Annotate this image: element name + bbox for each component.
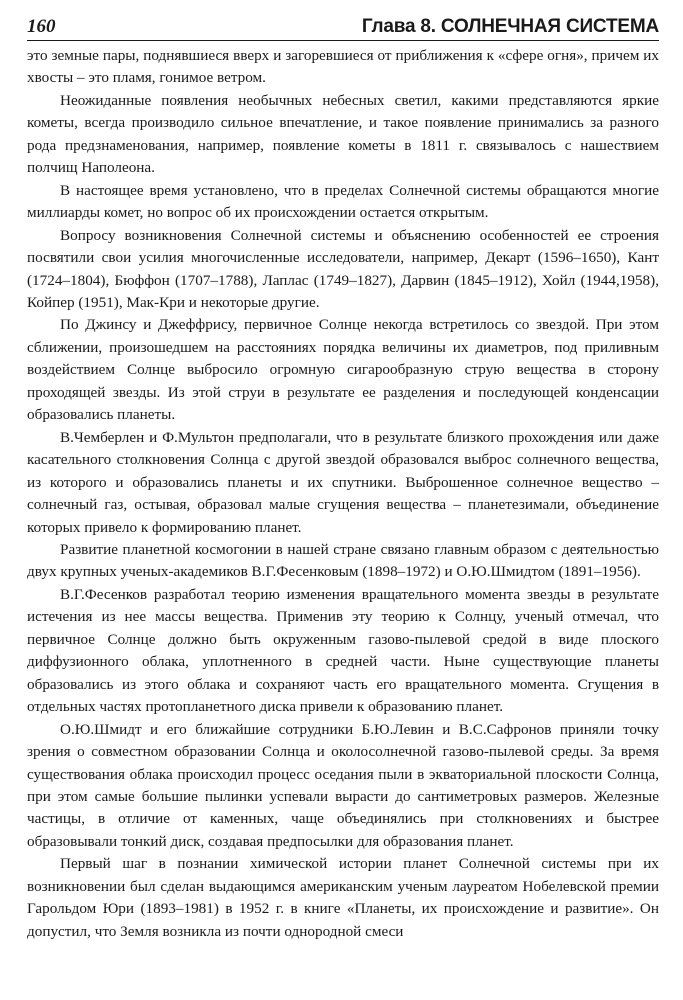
paragraph-continuation: это земные пары, поднявшиеся вверх и загоревшиеся от приближения к «сфере огня», причем их хвосты – это пламя, гонимое ветром. bbox=[27, 47, 659, 87]
paragraph: Первый шаг в познании химической истории планет Солнечной системы при их возникновении был сделан выдающимся американским ученым лауреатом Нобелевской премии Гарольдом Юри (1893–1981) в 1952 г. в книге «Планеты, их происхождение и развитие». Он допустил, что Земля возникла из почти однородной смеси bbox=[27, 855, 659, 940]
paragraph: Неожиданные появления необычных небесных светил, какими представляются яркие кометы, всегда производило сильное впечатление, и такое появление принимались за разного рода предзнаменования, например, появление кометы в 1811 г. связывалось с нашествием полчищ Наполеона. bbox=[27, 91, 659, 177]
book-page bbox=[27, 10, 659, 943]
paragraph: Вопросу возникновения Солнечной системы и объяснению особенностей ее строения посвятили свои усилия многочисленные исследователи, например, Декарт (1596–1650), Кант (1724–1804), Бюффон (1707–1788), Лаплас (1749–1827), Дарвин (1845–1912), Хойл (1944,1958), Койпер (1951), Мак-Кри и некоторые другие. bbox=[27, 226, 659, 311]
paragraph: По Джинсу и Джеффрису, первичное Солнце некогда встретилось со звездой. При этом сближении, произошедшем на расстояниях порядка величины их диаметров, под приливным воздействием Солнце выбросило огромную сигарообразную струю вещества в сторону проходящей звезды. Из этой струи в результате ее разделения и последующей конденсации образовались планеты. bbox=[27, 316, 659, 424]
page-number: 160 bbox=[27, 16, 56, 37]
paragraph: В настоящее время установлено, что в пределах Солнечной системы обращаются многие миллиарды комет, но вопрос об их происхождении остается открытым. bbox=[27, 181, 659, 222]
paragraph: Развитие планетной космогонии в нашей стране связано главным образом с деятельностью двух крупных ученых-академиков В.Г.Фесенковым (1898–1972) и О.Ю.Шмидтом (1891–1956). bbox=[27, 540, 659, 581]
page-header bbox=[27, 10, 659, 41]
chapter-title: Глава 8. СОЛНЕЧНАЯ СИСТЕМА bbox=[361, 16, 659, 37]
paragraph: В.Чемберлен и Ф.Мультон предполагали, что в результате близкого прохождения или даже касательного столкновения Солнца с другой звездой образовался выброс солнечного вещества, из которого и образовались планеты и их спутники. Выброшенное солнечное вещество – солнечный газ, остывая, образовал малые сгущения вещества – планетезимали, объединение которых привело к формированию планет. bbox=[27, 428, 659, 536]
paragraph: В.Г.Фесенков разработал теорию изменения вращательного момента звезды в результате истечения из нее массы вещества. Применив эту теорию к Солнцу, ученый отмечал, что первичное Солнце должно быть окруженным газово-пылевой средой в виде плоского диффузионного облака, уплотненного в средней части. Ныне существующие планеты образовались из этого облака и сохраняют часть его вращательного момента. Сгущения в отдельных частях протопланетного диска привели к образованию планет. bbox=[27, 585, 659, 716]
body-text bbox=[27, 45, 659, 943]
paragraph: О.Ю.Шмидт и его ближайшие сотрудники Б.Ю.Левин и В.С.Сафронов приняли точку зрения о совместном образовании Солнца и околосолнечной газово-пылевой среды. За время существования облака происходил процесс оседания пыли в экваториальной плоскости Солнца, при этом самые большие пылинки успевали вырасти до сантиметровых размеров. Железные частицы, в отличие от каменных, чаще объединялись при столкновениях и быстрее образовывали тонкий диск, создавая предпосылки для образования планет. bbox=[27, 720, 659, 850]
